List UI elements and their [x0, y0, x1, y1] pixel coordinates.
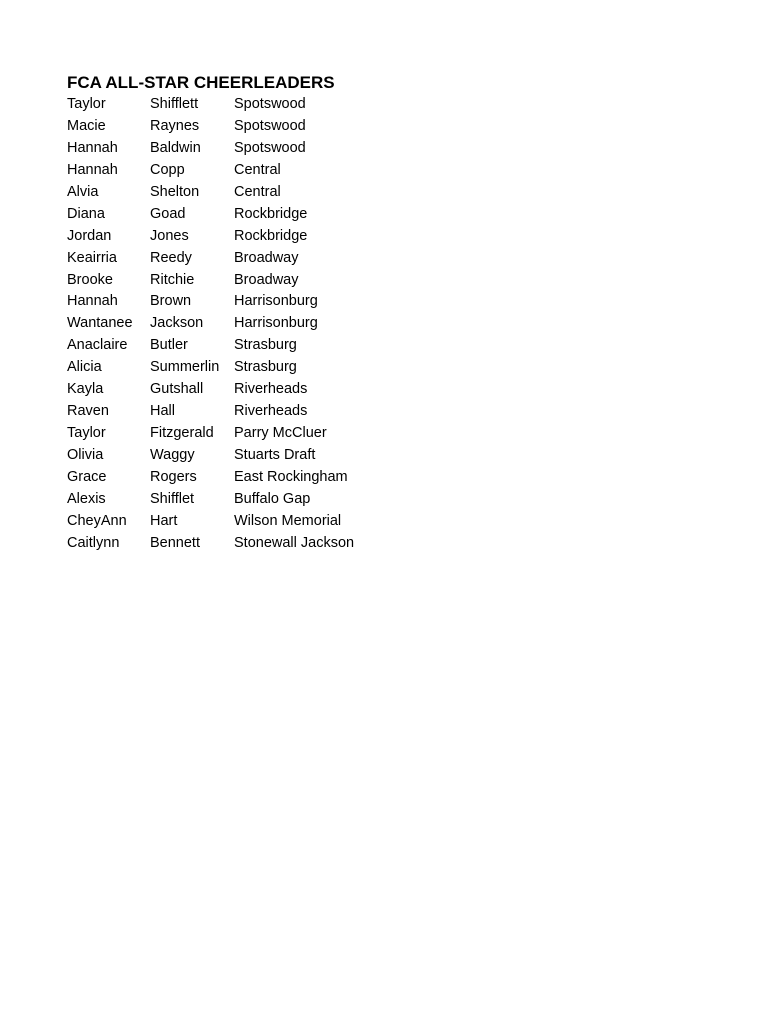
roster-cell-first-name: Raven	[67, 403, 109, 420]
roster-cell-school: Rockbridge	[234, 227, 308, 244]
roster-cell-first-name: Taylor	[67, 425, 106, 442]
roster-cell-last-name: Shifflett	[150, 96, 199, 112]
roster-cell-school: Stuarts Draft	[234, 447, 316, 463]
roster-cell-first-name: Keairria	[67, 249, 117, 266]
roster-cell-school: Harrisonburg	[234, 293, 318, 310]
roster-cell-last-name: Baldwin	[150, 139, 201, 156]
roster-cell-school: Strasburg	[234, 337, 297, 354]
roster-cell-last-name: Hart	[150, 512, 178, 529]
roster-cell-school: Rockbridge	[234, 205, 308, 222]
roster-cell-first-name: Anaclaire	[67, 337, 128, 354]
roster-cell-first-name: Caitlynn	[67, 534, 120, 551]
roster-cell-first-name: Alexis	[67, 490, 106, 507]
roster-cell-last-name: Reedy	[150, 249, 192, 266]
roster-cell-first-name: Jordan	[67, 227, 112, 244]
roster-cell-last-name: Brown	[150, 293, 192, 310]
roster-cell-first-name: Alvia	[67, 183, 99, 200]
roster-cell-first-name: Grace	[67, 468, 107, 485]
roster-cell-first-name: Brooke	[67, 271, 113, 288]
roster-cell-school: Spotswood	[234, 96, 306, 112]
roster-cell-last-name: Shifflet	[150, 490, 195, 507]
roster-cell-school: Broadway	[234, 271, 299, 288]
roster-cell-first-name: Alicia	[67, 359, 102, 376]
roster-cell-school: Strasburg	[234, 359, 297, 376]
roster-cell-last-name: Butler	[150, 337, 188, 354]
roster-cell-last-name: Copp	[150, 161, 185, 178]
roster-cell-first-name: Diana	[67, 205, 105, 222]
roster-cell-last-name: Jones	[150, 227, 189, 244]
roster-cell-school: Wilson Memorial	[234, 512, 342, 529]
roster-cell-school: Spotswood	[234, 117, 306, 134]
roster-cell-first-name: Wantanee	[67, 315, 133, 332]
roster-cell-school: Riverheads	[234, 403, 308, 420]
roster-cell-first-name: Macie	[67, 117, 106, 134]
roster-cell-first-name: CheyAnn	[67, 512, 127, 529]
roster-cell-last-name: Hall	[150, 403, 175, 420]
roster-cell-school: East Rockingham	[234, 468, 348, 485]
roster-cell-last-name: Waggy	[150, 447, 195, 463]
roster-cell-school: Central	[234, 161, 281, 178]
roster-cell-last-name: Gutshall	[150, 381, 204, 398]
document-page	[67, 72, 374, 555]
roster-cell-school: Central	[234, 183, 281, 200]
roster-cell-first-name: Hannah	[67, 293, 118, 310]
roster-cell-first-name: Hannah	[67, 139, 118, 156]
roster-cell-school: Spotswood	[234, 139, 306, 156]
roster-cell-last-name: Jackson	[150, 315, 204, 332]
roster-cell-school: Broadway	[234, 249, 299, 266]
roster-cell-last-name: Ritchie	[150, 271, 195, 288]
roster-cell-last-name: Summerlin	[150, 359, 220, 376]
roster-cell-last-name: Goad	[150, 205, 186, 222]
roster-cell-first-name: Hannah	[67, 161, 118, 178]
roster-cell-school: Harrisonburg	[234, 315, 318, 332]
roster-cell-school: Parry McCluer	[234, 425, 327, 442]
roster-cell-last-name: Rogers	[150, 468, 197, 485]
roster-table	[67, 94, 374, 555]
roster-cell-school: Buffalo Gap	[234, 490, 311, 507]
roster-cell-school: Riverheads	[234, 381, 308, 398]
roster-cell-first-name: Taylor	[67, 96, 106, 112]
roster-cell-first-name: Olivia	[67, 447, 104, 463]
document-title: FCA ALL-STAR CHEERLEADERS	[67, 73, 335, 92]
roster-cell-last-name: Shelton	[150, 183, 200, 200]
roster-cell-last-name: Raynes	[150, 117, 200, 134]
roster-cell-school: Stonewall Jackson	[234, 534, 355, 551]
roster-cell-last-name: Bennett	[150, 534, 200, 551]
roster-cell-last-name: Fitzgerald	[150, 425, 214, 442]
roster-cell-first-name: Kayla	[67, 381, 104, 398]
